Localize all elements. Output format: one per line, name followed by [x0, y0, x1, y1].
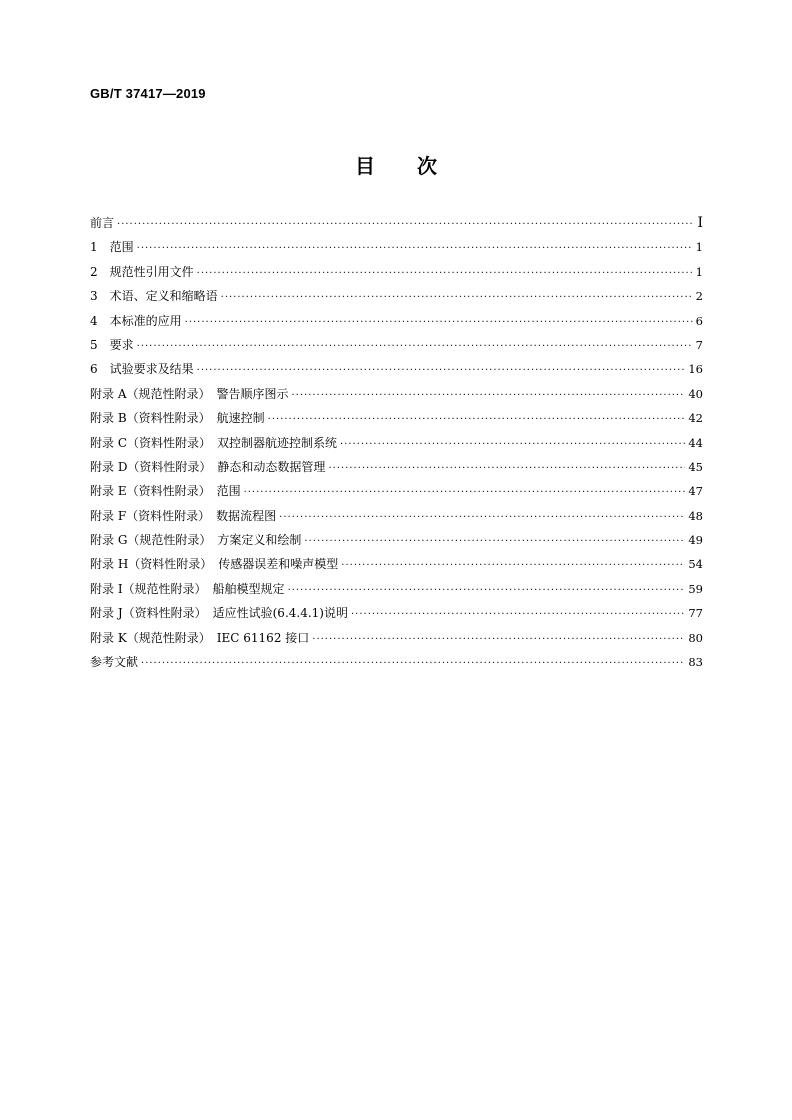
toc-entry-label: 附录 A（规范性附录） 警告顺序图示: [90, 386, 289, 401]
standard-code: GB/T 37417—2019: [90, 86, 206, 101]
toc-entry[interactable]: [90, 482, 703, 506]
toc-leader-dots: [340, 439, 685, 450]
toc-leader-dots: [197, 268, 693, 279]
toc-entry-label: 附录 E（资料性附录） 范围: [90, 484, 241, 499]
toc-entry-label: 附录 G（规范性附录） 方案定义和绘制: [90, 533, 302, 548]
toc-entry[interactable]: [90, 458, 703, 482]
toc-leader-dots: [197, 365, 686, 376]
toc-entry[interactable]: [90, 385, 703, 409]
toc-entry[interactable]: [90, 263, 703, 287]
toc-entry-label: 3 术语、定义和缩略语: [90, 289, 218, 304]
toc-leader-dots: [268, 414, 686, 425]
title-part-1: 目: [355, 154, 375, 178]
toc-entry-label: 附录 K（规范性附录） IEC 61162 接口: [90, 630, 310, 645]
toc-entry[interactable]: [90, 653, 703, 677]
toc-leader-dots: [141, 658, 685, 669]
toc-leader-dots: [351, 609, 685, 620]
toc-entry-page: 40: [688, 386, 703, 401]
toc-entry-label: 前言: [90, 216, 115, 230]
toc-leader-dots: [291, 390, 685, 401]
toc-leader-dots: [244, 487, 686, 498]
toc-entry-page: Ⅰ: [697, 215, 703, 231]
toc-leader-dots: [328, 463, 685, 474]
toc-entry[interactable]: [90, 580, 703, 604]
toc-entry-page: 16: [688, 362, 703, 377]
toc-entry-page: 1: [695, 264, 703, 279]
toc-entry[interactable]: [90, 336, 703, 360]
toc-entry-page: 1: [695, 240, 703, 255]
toc-entry-page: 54: [688, 557, 703, 572]
toc-entry[interactable]: [90, 629, 703, 653]
toc-entry-page: 83: [688, 655, 703, 670]
toc-leader-dots: [117, 219, 694, 230]
toc-entry[interactable]: [90, 507, 703, 531]
toc-entry-page: 2: [695, 289, 703, 304]
toc-leader-dots: [279, 512, 685, 523]
toc-entry[interactable]: [90, 360, 703, 384]
toc-entry-page: 7: [695, 337, 703, 352]
toc-entry-page: 6: [695, 313, 703, 328]
toc-entry-page: 47: [688, 484, 703, 499]
toc-entry-page: 80: [688, 630, 703, 645]
toc-leader-dots: [185, 317, 693, 328]
toc-entry-label: 4 本标准的应用: [90, 313, 182, 328]
toc-entry-page: 59: [688, 581, 703, 596]
toc-leader-dots: [137, 341, 693, 352]
toc-entry-label: 1 范围: [90, 240, 134, 255]
toc-entry-page: 45: [688, 459, 703, 474]
toc-entry-page: 49: [688, 533, 703, 548]
toc-entry-label: 6 试验要求及结果: [90, 362, 194, 377]
title-part-2: 次: [417, 154, 437, 178]
table-of-contents: [90, 214, 703, 677]
toc-entry-label: 附录 H（资料性附录） 传感器误差和噪声模型: [90, 557, 339, 572]
toc-entry-label: 附录 F（资料性附录） 数据流程图: [90, 508, 277, 523]
toc-entry-page: 48: [688, 508, 703, 523]
toc-entry[interactable]: [90, 434, 703, 458]
toc-entry[interactable]: [90, 604, 703, 628]
toc-entry-label: 2 规范性引用文件: [90, 264, 194, 279]
toc-leader-dots: [221, 292, 693, 303]
toc-entry-page: 44: [688, 435, 703, 450]
toc-leader-dots: [312, 634, 685, 645]
toc-leader-dots: [341, 560, 685, 571]
toc-entry[interactable]: [90, 238, 703, 262]
toc-leader-dots: [137, 243, 693, 254]
toc-entry[interactable]: [90, 287, 703, 311]
toc-entry-page: 42: [688, 411, 703, 426]
toc-entry-page: 77: [688, 606, 703, 621]
toc-leader-dots: [304, 536, 685, 547]
toc-entry[interactable]: [90, 409, 703, 433]
toc-entry[interactable]: [90, 531, 703, 555]
toc-entry-label: 5 要求: [90, 337, 134, 352]
toc-entry[interactable]: [90, 214, 703, 238]
page-title: [0, 150, 792, 179]
toc-entry-label: 附录 B（资料性附录） 航速控制: [90, 411, 265, 426]
toc-entry-label: 附录 J（资料性附录） 适应性试验(6.4.4.1)说明: [90, 606, 348, 621]
toc-entry-label: 附录 I（规范性附录） 船舶模型规定: [90, 581, 285, 596]
toc-entry[interactable]: [90, 555, 703, 579]
toc-entry[interactable]: [90, 312, 703, 336]
toc-leader-dots: [288, 585, 686, 596]
toc-entry-label: 参考文献: [90, 655, 139, 670]
toc-entry-label: 附录 C（资料性附录） 双控制器航迹控制系统: [90, 435, 337, 450]
toc-entry-label: 附录 D（资料性附录） 静态和动态数据管理: [90, 459, 326, 474]
